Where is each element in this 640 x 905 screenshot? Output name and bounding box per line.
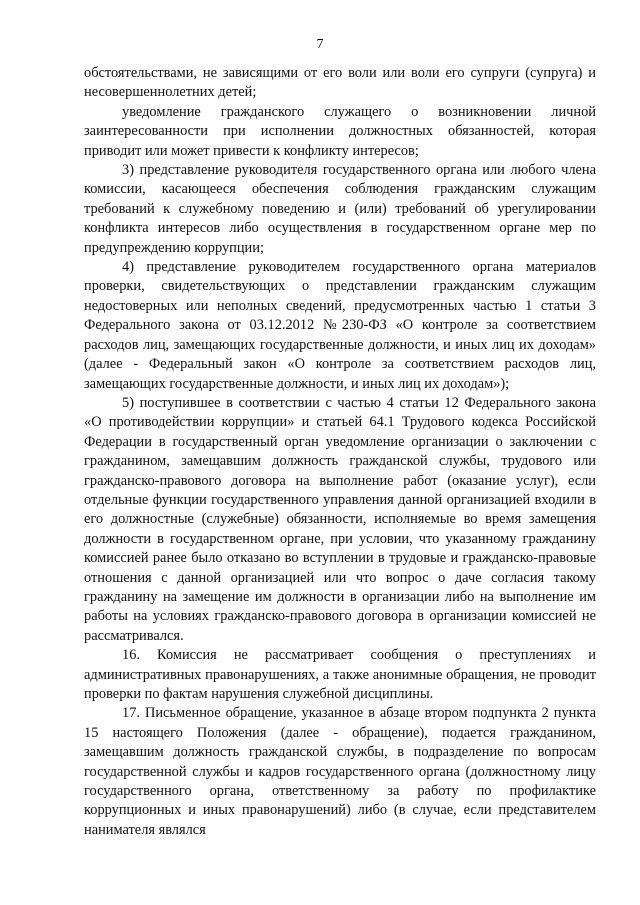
paragraph-continuation: обстоятельствами, не зависящими от его воли или воли его супруги (супруга) и несовершеннолетних детей; [84,65,596,101]
paragraph-item-5: 5) поступившее в соответствии с частью 4 статьи 12 Федерального закона «О противодействии коррупции» и статьей 64.1 Трудового кодекса Российской Федерации в государственный орган уведомление организации о заключении с гражданином, замещавшим должность гражданской службы, трудового или гражданско-правового договора на выполнение работ (оказание услуг), если отдельные функции государственного управления данной организацией входили в его должностные (служебные) обязанности, исполняемые во время замещения должности в государственном органе, при условии, что указанному гражданину комиссией ранее было отказано во вступлении в трудовые и гражданско-правовые отношения с данной организацией или что вопрос о даче согласия такому гражданину на замещение им должности в организации либо на выполнение им работы на условиях гражданско-правового договора в организации комиссией не рассматривался. [84,394,596,644]
paragraph-16: 16. Комиссия не рассматривает сообщения о преступлениях и административных правонарушениях, а также анонимные обращения, не проводит проверки по фактам нарушения служебной дисциплины. [84,647,596,702]
paragraph-17: 17. Письменное обращение, указанное в абзаце втором подпункта 2 пункта 15 настоящего Положения (далее - обращение), подается гражданином, замещавшим должность гражданской службы, в подразделение по вопросам государственной службы и кадров государственного органа (должностному лицу государственного органа, ответственному за работу по профилактике коррупционных и иных правонарушений) либо (в случае, если представителем нанимателя являлся [84,705,596,838]
paragraph-notification: уведомление гражданского служащего о возникновении личной заинтересованности при исполнении должностных обязанностей, которая приводит или может привести к конфликту интересов; [84,103,596,159]
paragraph-item-3: 3) представление руководителя государственного органа или любого члена комиссии, касающееся обеспечения соблюдения гражданским служащим требований к служебному поведению и (или) требований об урегулировании конфликта интересов либо осуществления в государственном органе мер по предупреждению коррупции; [84,162,596,256]
document-body [84,64,596,840]
paragraph-item-4: 4) представление руководителем государственного органа материалов проверки, свидетельствующих о представлении гражданским служащим недостоверных или неполных сведений, предусмотренных частью 1 статьи 3 Федерального закона от 03.12.2012 №230-ФЗ «О контроле за соответствием расходов лиц, замещающих государственные должности, и иных лиц их доходам» (далее - Федеральный закон «О контроле за соответствием расходов лиц, замещающих государственные должности, и иных лиц их доходам»); [84,259,596,392]
page-number: 7 [316,37,324,52]
